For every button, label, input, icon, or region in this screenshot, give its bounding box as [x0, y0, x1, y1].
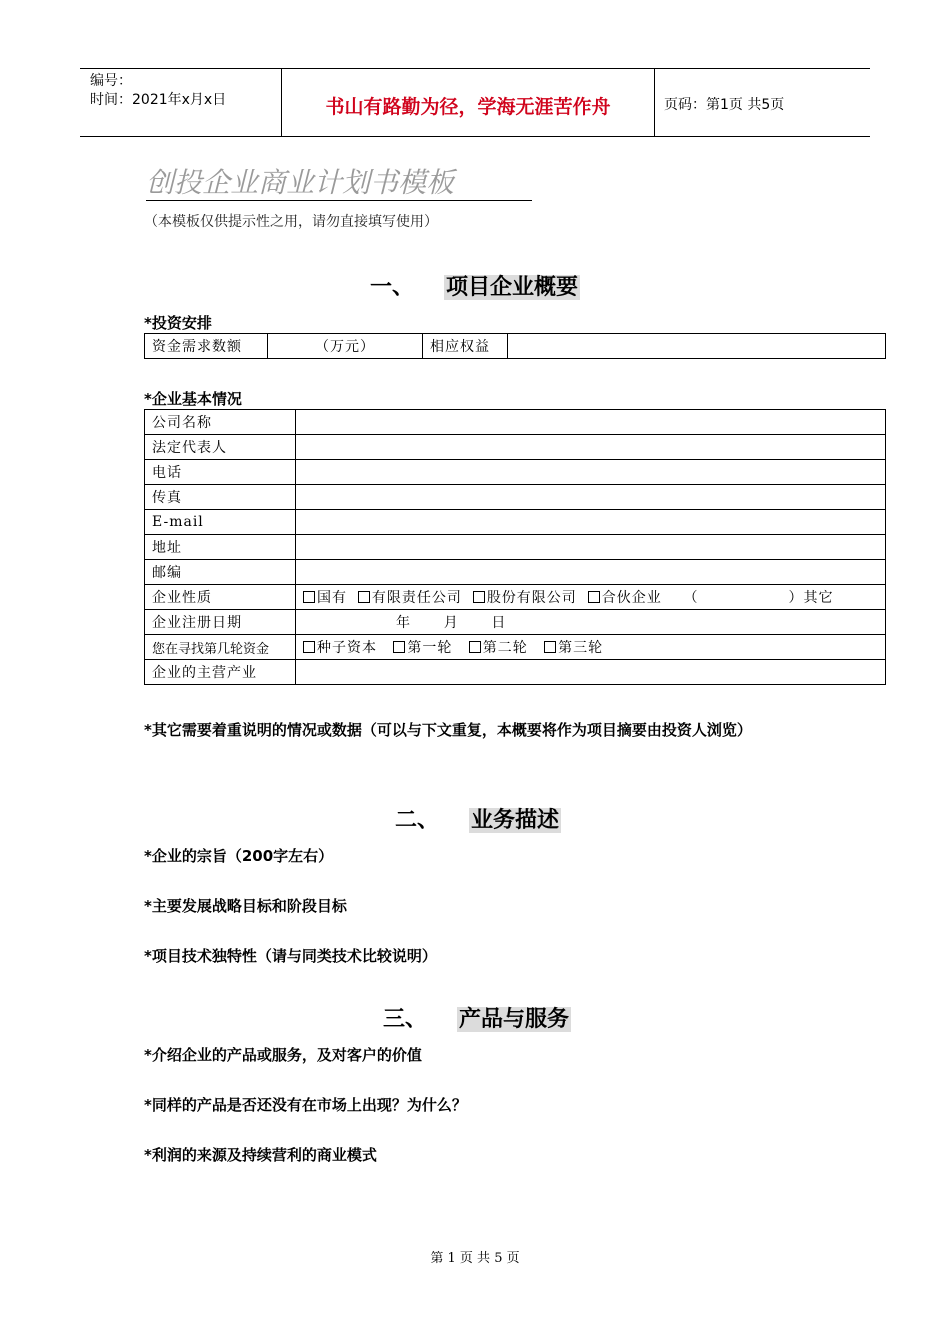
row-key: 地址 [145, 535, 296, 560]
table-row [145, 610, 886, 635]
section-1-heading [370, 270, 580, 301]
checkbox[interactable] [588, 591, 600, 603]
document-subtitle: （本模板仅供提示性之用，请勿直接填写使用） [144, 214, 438, 230]
row-key: E-mail [145, 510, 296, 535]
invest-table [144, 333, 886, 359]
checkbox[interactable] [393, 641, 405, 653]
table-row [145, 410, 886, 435]
option-label: 第二轮 [482, 640, 528, 656]
reg-date-value[interactable]: 年 月 日 [296, 610, 886, 635]
table-row [145, 460, 886, 485]
row-value[interactable] [296, 460, 886, 485]
checkbox[interactable] [544, 641, 556, 653]
header-page-label: 页码：第1页 共5页 [664, 97, 785, 113]
option-label: 国有 [317, 590, 347, 606]
header-top-rule [80, 68, 870, 69]
option-label: 种子资本 [317, 640, 377, 656]
row-value[interactable] [296, 535, 886, 560]
page-footer: 第 1 页 共 5 页 [430, 1251, 520, 1266]
option-label: 合伙企业 [601, 590, 662, 606]
list-item: *项目技术独特性（请与同类技术比较说明） [144, 947, 437, 965]
section-title: 项目企业概要 [446, 275, 579, 300]
checkbox[interactable] [303, 591, 315, 603]
other-close: ）其它 [788, 590, 834, 606]
checkbox[interactable] [473, 591, 485, 603]
nature-key: 企业性质 [145, 585, 296, 610]
nature-options [296, 585, 886, 610]
invest-amount-value[interactable]: （万元） [268, 334, 423, 359]
list-item: *企业的宗旨（200字左右） [144, 847, 334, 865]
checkbox[interactable] [358, 591, 370, 603]
checkbox[interactable] [303, 641, 315, 653]
row-key: 邮编 [145, 560, 296, 585]
option-label: 股份有限公司 [486, 590, 577, 606]
basic-info-label: *企业基本情况 [144, 390, 242, 408]
row-key: 电话 [145, 460, 296, 485]
time-label: 时间：2021年x月x日 [90, 92, 227, 108]
industry-key: 企业的主营产业 [145, 660, 296, 685]
other-open: （ [683, 590, 699, 606]
table-row [145, 435, 886, 460]
row-key: 公司名称 [145, 410, 296, 435]
section-number: 三、 [383, 1007, 428, 1032]
table-row [145, 660, 886, 685]
header-divider [654, 68, 655, 136]
list-item: *同样的产品是否还没有在市场上出现？为什么？ [144, 1096, 467, 1114]
section-2-heading [395, 803, 561, 834]
equity-key: 相应权益 [423, 334, 508, 359]
section-title: 业务描述 [471, 808, 560, 833]
funding-key: 您在寻找第几轮资金 [145, 635, 296, 660]
list-item: *利润的来源及持续营利的商业模式 [144, 1146, 377, 1164]
row-value[interactable] [296, 560, 886, 585]
industry-value[interactable] [296, 660, 886, 685]
equity-value[interactable] [508, 334, 886, 359]
other-note: *其它需要着重说明的情况或数据（可以与下文重复，本概要将作为项目摘要由投资人浏览） [144, 721, 752, 739]
row-key: 传真 [145, 485, 296, 510]
option-label: 有限责任公司 [371, 590, 462, 606]
section-number: 二、 [395, 808, 440, 833]
basic-info-table [144, 409, 886, 685]
invest-amount-key: 资金需求数额 [145, 334, 268, 359]
serial-label: 编号： [90, 73, 132, 89]
section-number: 一、 [370, 275, 415, 300]
table-row [145, 535, 886, 560]
option-label: 第一轮 [407, 640, 453, 656]
option-label: 第三轮 [558, 640, 604, 656]
row-value[interactable] [296, 435, 886, 460]
checkbox[interactable] [469, 641, 481, 653]
row-value[interactable] [296, 485, 886, 510]
list-item: *主要发展战略目标和阶段目标 [144, 897, 347, 915]
table-row [145, 635, 886, 660]
table-row [145, 510, 886, 535]
table-row [145, 585, 886, 610]
header-motto: 书山有路勤为径，学海无涯苦作舟 [325, 96, 611, 118]
section-3-heading [383, 1002, 571, 1033]
row-value[interactable] [296, 510, 886, 535]
row-value[interactable] [296, 410, 886, 435]
reg-date-key: 企业注册日期 [145, 610, 296, 635]
document-title: 创投企业商业计划书模板 [146, 166, 532, 201]
table-row [145, 560, 886, 585]
header-bottom-rule [80, 136, 870, 137]
section-title: 产品与服务 [459, 1007, 570, 1032]
row-key: 法定代表人 [145, 435, 296, 460]
list-item: *介绍企业的产品或服务，及对客户的价值 [144, 1046, 422, 1064]
funding-options [296, 635, 886, 660]
invest-label: *投资安排 [144, 314, 212, 332]
table-row [145, 485, 886, 510]
header-meta [90, 72, 226, 110]
